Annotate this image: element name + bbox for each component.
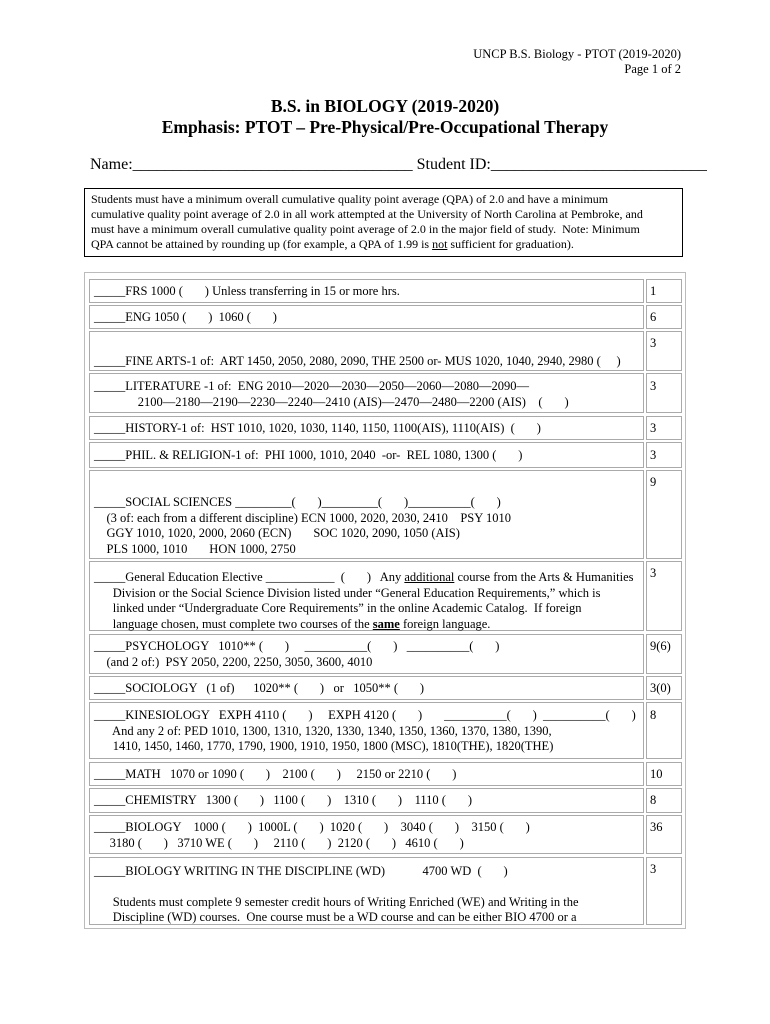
name-id-row	[90, 156, 707, 174]
row-text: linked under “Undergraduate Core Requirements” in the online Academic Catalog. If foreign	[94, 601, 582, 615]
row-text-part: foreign language.	[399, 616, 491, 631]
notice-line: must have a minimum overall cumulative quality point average of 2.0 in the major field of study. Note: Minimum	[91, 222, 640, 236]
row-text: And any 2 of: PED 1010, 1300, 1310, 1320, 1330, 1340, 1350, 1360, 1370, 1380, 1390,	[94, 723, 552, 738]
credits-literature: 3	[646, 373, 682, 413]
row-text	[94, 617, 639, 633]
row-text	[94, 570, 639, 586]
credits-gen-ed-elective: 3	[646, 561, 682, 631]
row-eng[interactable]	[89, 305, 644, 329]
credits-sociology: 3(0)	[646, 676, 682, 700]
row-kinesiology[interactable]	[89, 702, 644, 759]
row-text: Students must complete 9 semester credit hours of Writing Enriched (WE) and Writing in the	[94, 894, 579, 909]
notice-line: cumulative quality point average of 2.0 in all work attempted at the University of North Carolina at Pembroke, and	[91, 207, 643, 221]
header-page-number: Page 1 of 2	[624, 62, 681, 76]
credits-frs: 1	[646, 279, 682, 303]
notice-line: Students must have a minimum overall cumulative quality point average (QPA) of 2.0 and have a minimum	[91, 192, 609, 206]
credits-math: 10	[646, 762, 682, 786]
row-frs[interactable]	[89, 279, 644, 303]
row-literature[interactable]	[89, 373, 644, 413]
row-chemistry[interactable]	[89, 788, 644, 813]
row-text: PLS 1000, 1010 HON 1000, 2750	[94, 541, 296, 556]
notice-emphasis: not	[432, 237, 448, 251]
row-text: GGY 1010, 1020, 2000, 2060 (ECN) SOC 1020, 2090, 1050 (AIS)	[94, 526, 460, 540]
row-text: _____SOCIOLOGY (1 of) 1020** ( ) or 1050** ( )	[94, 681, 425, 695]
credits-psychology: 9(6)	[646, 634, 682, 674]
row-biology-wd[interactable]	[89, 857, 644, 925]
row-math[interactable]	[89, 762, 644, 786]
row-text: _____SOCIAL SCIENCES _________( )_________( )__________( )	[94, 495, 501, 509]
credits-phil-religion: 3	[646, 442, 682, 468]
row-text: _____ENG 1050 ( ) 1060 ( )	[94, 310, 277, 324]
row-text: (and 2 of:) PSY 2050, 2200, 2250, 3050, 3600, 4010	[94, 654, 373, 669]
row-text: _____FINE ARTS-1 of: ART 1450, 2050, 2080, 2090, THE 2500 or- MUS 1020, 1040, 2940, 2980 ( )	[94, 354, 621, 368]
row-phil-religion[interactable]	[89, 442, 644, 468]
row-text: _____FRS 1000 ( ) Unless transferring in 15 or more hrs.	[94, 284, 400, 298]
row-text: Discipline (WD) courses. One course must be a WD course and can be either BIO 4700 or a	[94, 910, 577, 924]
row-text: _____LITERATURE -1 of: ENG 2010—2020—2030—2050—2060—2080—2090—	[94, 379, 530, 393]
notice-text: QPA cannot be attained by rounding up (for example, a QPA of 1.99 is	[91, 237, 433, 251]
row-text-part: language chosen, must complete two courses of the	[94, 616, 373, 631]
row-text: 1410, 1450, 1460, 1770, 1790, 1900, 1910, 1950, 1800 (MSC), 1810(THE), 1820(THE)	[94, 739, 554, 753]
credits-social-sciences: 9	[646, 470, 682, 559]
notice-line	[91, 237, 676, 252]
row-text: 3180 ( ) 3710 WE ( ) 2110 ( ) 2120 ( ) 4610 ( )	[94, 835, 464, 850]
qpa-notice	[84, 188, 683, 257]
row-text: Division or the Social Science Division listed under “General Education Requirements,” which is	[94, 585, 601, 600]
row-text: _____KINESIOLOGY EXPH 4110 ( ) EXPH 4120 ( ) __________( ) __________( )	[94, 708, 636, 722]
row-text: 2100—2180—2190—2230—2240—2410 (AIS)—2470—2480—2200 (AIS) ( )	[94, 394, 569, 409]
document-title: B.S. in BIOLOGY (2019-2020)	[270, 96, 500, 116]
row-text: _____PSYCHOLOGY 1010** ( ) __________( ) __________( )	[94, 639, 500, 653]
name-field[interactable]: ___________________________________	[132, 156, 413, 173]
student-id-field[interactable]: ___________________________	[490, 156, 707, 173]
row-history[interactable]	[89, 416, 644, 440]
notice-text: sufficient for graduation).	[447, 237, 574, 251]
row-text-part: _____General Education Elective ___________ ( ) Any	[94, 570, 405, 584]
document-subtitle: Emphasis: PTOT – Pre-Physical/Pre-Occupational Therapy	[161, 117, 609, 137]
row-gen-ed-elective[interactable]	[89, 561, 644, 631]
credits-fine-arts: 3	[646, 331, 682, 371]
credits-chemistry: 8	[646, 788, 682, 813]
row-sociology[interactable]	[89, 676, 644, 700]
page-header	[473, 47, 681, 77]
row-text-emphasis: same	[372, 616, 400, 631]
row-text: _____BIOLOGY WRITING IN THE DISCIPLINE (WD) 4700 WD ( )	[94, 864, 508, 878]
row-text: _____BIOLOGY 1000 ( ) 1000L ( ) 1020 ( ) 3040 ( ) 3150 ( )	[94, 820, 530, 834]
header-doc-title: UNCP B.S. Biology - PTOT (2019-2020)	[473, 47, 681, 61]
row-text: _____MATH 1070 or 1090 ( ) 2100 ( ) 2150 or 2210 ( )	[94, 767, 457, 781]
row-text: _____CHEMISTRY 1300 ( ) 1100 ( ) 1310 ( ) 1110 ( )	[94, 793, 472, 807]
row-text-part: course from the Arts & Humanities	[454, 570, 634, 584]
credits-biology: 36	[646, 815, 682, 854]
credits-kinesiology: 8	[646, 702, 682, 759]
row-psychology[interactable]	[89, 634, 644, 674]
row-biology[interactable]	[89, 815, 644, 854]
row-text: (3 of: each from a different discipline) ECN 1000, 2020, 2030, 2410 PSY 1010	[94, 510, 511, 525]
requirements-table	[84, 272, 686, 929]
credits-history: 3	[646, 416, 682, 440]
row-text-emphasis: additional	[404, 570, 455, 584]
row-text: _____PHIL. & RELIGION-1 of: PHI 1000, 1010, 2040 -or- REL 1080, 1300 ( )	[94, 448, 523, 462]
credits-biology-wd: 3	[646, 857, 682, 925]
name-label: Name:	[90, 156, 133, 173]
row-text: _____HISTORY-1 of: HST 1010, 1020, 1030, 1140, 1150, 1100(AIS), 1110(AIS) ( )	[94, 421, 541, 435]
row-fine-arts[interactable]	[89, 331, 644, 371]
credits-eng: 6	[646, 305, 682, 329]
row-social-sciences[interactable]	[89, 470, 644, 559]
student-id-label: Student ID:	[416, 156, 491, 173]
